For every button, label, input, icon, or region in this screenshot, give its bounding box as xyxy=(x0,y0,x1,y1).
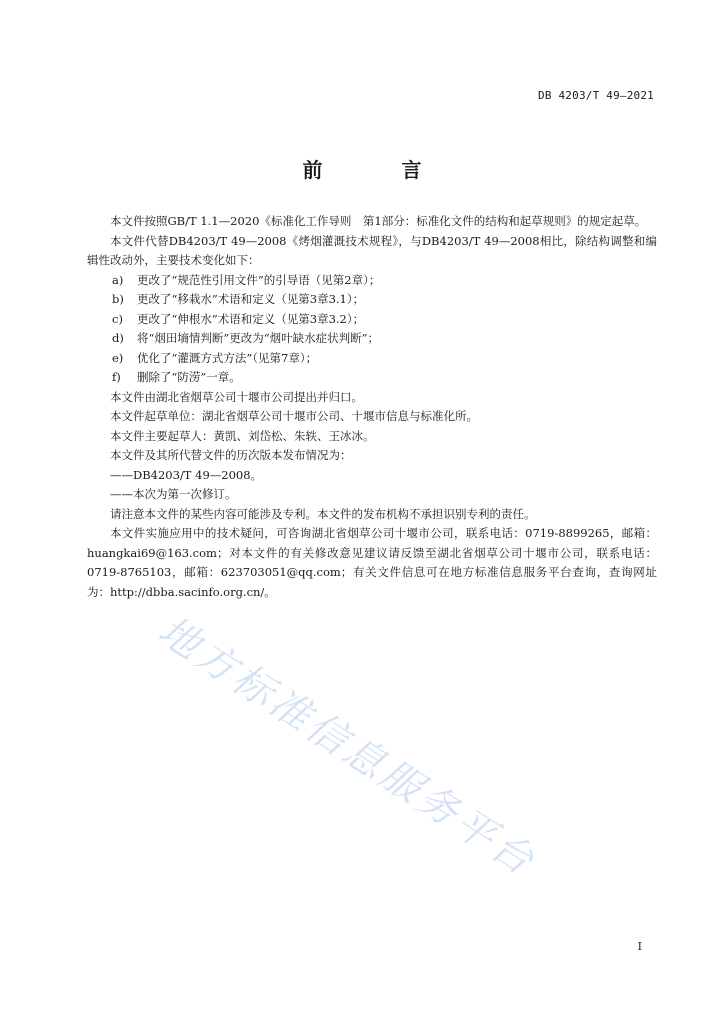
paragraph-drafting-units: 本文件起草单位：湖北省烟草公司十堰市公司、十堰市信息与标准化所。 xyxy=(110,409,478,423)
history-entry: ——本次为第一次修订。 xyxy=(110,487,237,501)
list-marker: f) xyxy=(112,370,121,384)
list-text: 更改了“规范性引用文件”的引导语（见第2章）； xyxy=(137,272,381,287)
paragraph-history-intro: 本文件及其所代替文件的历次版本发布情况为： xyxy=(110,448,352,462)
watermark: 地方标准信息服务平台 xyxy=(150,607,545,886)
document-body xyxy=(87,212,657,602)
list-text: 优化了“灌溉方式方法”（见第7章）； xyxy=(137,350,318,365)
list-item xyxy=(87,290,657,310)
page-title: 前 言 xyxy=(302,158,458,182)
list-item xyxy=(87,310,657,330)
document-header-code: DB 4203/T 49—2021 xyxy=(538,89,654,102)
list-item xyxy=(87,349,657,369)
list-text: 更改了“伸根水”术语和定义（见第3章3.2）； xyxy=(137,311,365,326)
list-marker: b) xyxy=(112,292,124,306)
list-marker: c) xyxy=(112,311,123,326)
list-marker: a) xyxy=(112,272,124,287)
list-item xyxy=(87,368,657,388)
list-text: 更改了“移栽水”术语和定义（见第3章3.1）； xyxy=(137,292,365,306)
paragraph-replacement: 本文件代替DB4203/T 49—2008《烤烟灌溉技术规程》，与DB4203/T 49—2008相比，除结构调整和编辑性改动外，主要技术变化如下： xyxy=(87,233,657,267)
list-text: 将“烟田墒情判断”更改为“烟叶缺水症状判断”； xyxy=(137,331,380,345)
list-item xyxy=(87,271,657,291)
paragraph-contact: 本文件实施应用中的技术疑问，可咨询湖北省烟草公司十堰市公司，联系电话：0719-8899265，邮箱：huangkai69@163.com；对本文件的有关修改意见建议请反馈至湖北省烟草公司十堰市公司，联系电话：0719-8765103，邮箱：623703051@qq.com；有关文件信息可在地方标准信息服务平台查询，查询网址为：http://dbba.sacinfo.org.cn/。 xyxy=(87,526,657,599)
paragraph-drafting-basis: 本文件按照GB/T 1.1—2020《标准化工作导则 第1部分：标准化文件的结构和起草规则》的规定起草。 xyxy=(110,214,647,228)
paragraph-patent-notice: 请注意本文件的某些内容可能涉及专利。本文件的发布机构不承担识别专利的责任。 xyxy=(110,506,536,521)
history-entry: ——DB4203/T 49—2008。 xyxy=(110,467,263,482)
list-marker: d) xyxy=(112,331,124,345)
list-text: 删除了“防涝”一章。 xyxy=(137,370,241,384)
paragraph-drafters: 本文件主要起草人：黄凯、刘岱松、朱轶、王冰冰。 xyxy=(110,428,375,443)
paragraph-proposer: 本文件由湖北省烟草公司十堰市公司提出并归口。 xyxy=(110,389,363,404)
page-number: I xyxy=(637,940,642,953)
list-marker: e) xyxy=(112,350,124,365)
list-item xyxy=(87,329,657,349)
